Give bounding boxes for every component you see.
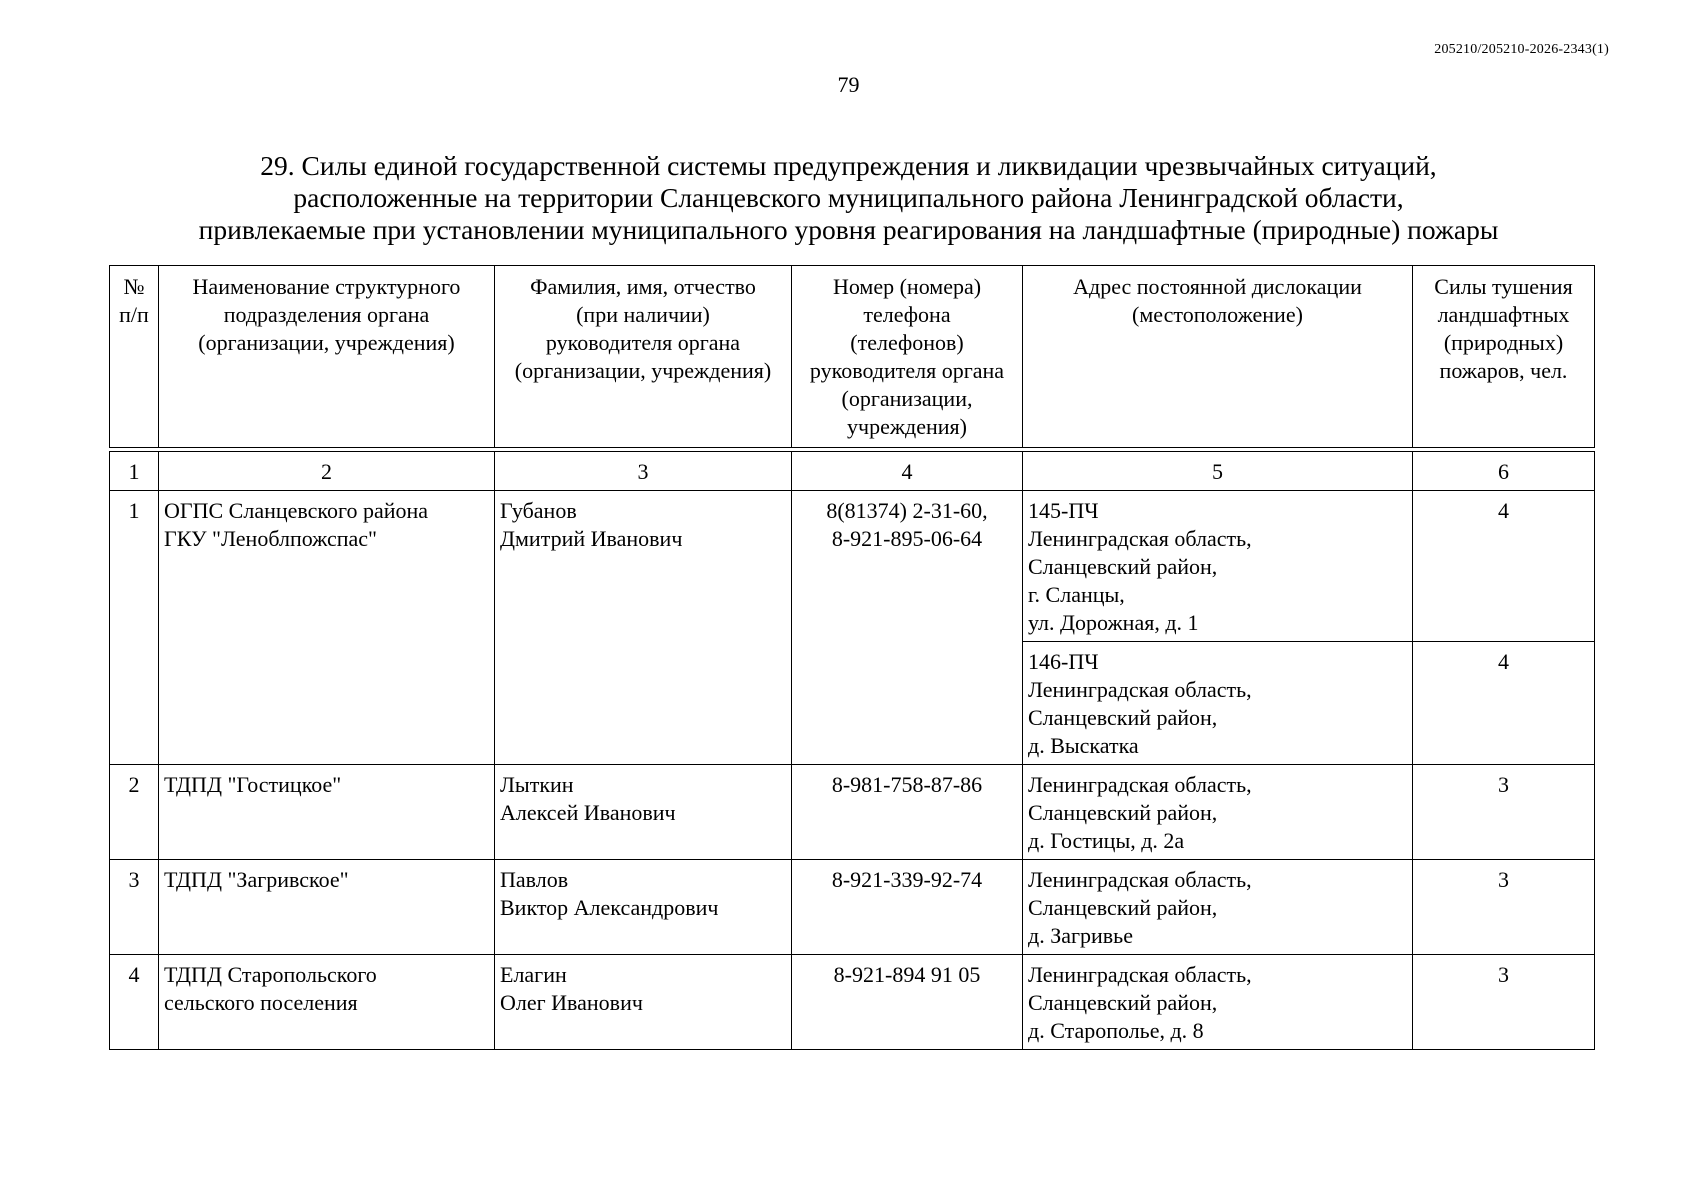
- row-forces: 3: [1412, 954, 1595, 1050]
- page-number: 79: [837, 72, 860, 97]
- section-title-line: расположенные на территории Сланцевского муниципального района Ленинградской области,: [293, 182, 1404, 213]
- row-head-name: Павлов Виктор Александрович: [494, 859, 791, 954]
- column-index-row: [109, 451, 1595, 490]
- section-title-line: привлекаемые при установлении муниципального уровня реагирования на ландшафтные (природные) пожары: [198, 214, 1499, 245]
- row-forces: 3: [1412, 859, 1595, 954]
- section-title: [100, 150, 1597, 246]
- document-registration-number: 205210/205210-2026-2343(1): [1434, 42, 1609, 57]
- forces-table: [109, 265, 1595, 1050]
- column-index-cell: 1: [109, 451, 158, 490]
- row-head-name: Лыткин Алексей Иванович: [494, 764, 791, 859]
- row-forces: 4: [1412, 490, 1595, 641]
- row-forces: 4: [1412, 641, 1595, 764]
- row-organization: ТДПД Старопольского сельского поселения: [158, 954, 494, 1050]
- header-cell-number: № п/п: [109, 265, 158, 448]
- row-phone: 8-921-894 91 05: [791, 954, 1022, 1050]
- column-index-cell: 5: [1022, 451, 1412, 490]
- row-address: 145-ПЧ Ленинградская область, Сланцевский район, г. Сланцы, ул. Дорожная, д. 1: [1022, 490, 1412, 641]
- table-row: [109, 859, 1595, 954]
- row-phone: 8-981-758-87-86: [791, 764, 1022, 859]
- column-index-cell: 3: [494, 451, 791, 490]
- row-head-name: Елагин Олег Иванович: [494, 954, 791, 1050]
- row-number: 4: [109, 954, 158, 1050]
- row-phone: 8-921-339-92-74: [791, 859, 1022, 954]
- row-head-name: Губанов Дмитрий Иванович: [494, 490, 791, 764]
- row-organization: ТДПД "Гостицкое": [158, 764, 494, 859]
- row-phone: 8(81374) 2-31-60, 8-921-895-06-64: [791, 490, 1022, 764]
- table-row: [109, 954, 1595, 1050]
- row-number: 3: [109, 859, 158, 954]
- row-number: 1: [109, 490, 158, 764]
- row-address: Ленинградская область, Сланцевский район, д. Гостицы, д. 2а: [1022, 764, 1412, 859]
- header-cell-head-name: Фамилия, имя, отчество (при наличии) руководителя органа (организации, учреждения): [494, 265, 791, 448]
- section-title-line: 29. Силы единой государственной системы предупреждения и ликвидации чрезвычайных ситуаций,: [260, 150, 1437, 181]
- header-cell-phone: Номер (номера) телефона (телефонов) руководителя органа (организации, учреждения): [791, 265, 1022, 448]
- header-cell-organization: Наименование структурного подразделения органа (организации, учреждения): [158, 265, 494, 448]
- table-row: [109, 764, 1595, 859]
- row-number: 2: [109, 764, 158, 859]
- row-forces: 3: [1412, 764, 1595, 859]
- column-index-cell: 2: [158, 451, 494, 490]
- row-organization: ОГПС Сланцевского района ГКУ "Леноблпожспас": [158, 490, 494, 764]
- header-cell-address: Адрес постоянной дислокации (местоположение): [1022, 265, 1412, 448]
- table-header-row: [109, 265, 1595, 448]
- column-index-cell: 4: [791, 451, 1022, 490]
- header-cell-forces: Силы тушения ландшафтных (природных) пожаров, чел.: [1412, 265, 1595, 448]
- row-address: 146-ПЧ Ленинградская область, Сланцевский район, д. Выскатка: [1022, 641, 1412, 764]
- column-index-cell: 6: [1412, 451, 1595, 490]
- row-address: Ленинградская область, Сланцевский район, д. Загривье: [1022, 859, 1412, 954]
- table-row: [109, 490, 1595, 641]
- row-organization: ТДПД "Загривское": [158, 859, 494, 954]
- row-address: Ленинградская область, Сланцевский район, д. Старополье, д. 8: [1022, 954, 1412, 1050]
